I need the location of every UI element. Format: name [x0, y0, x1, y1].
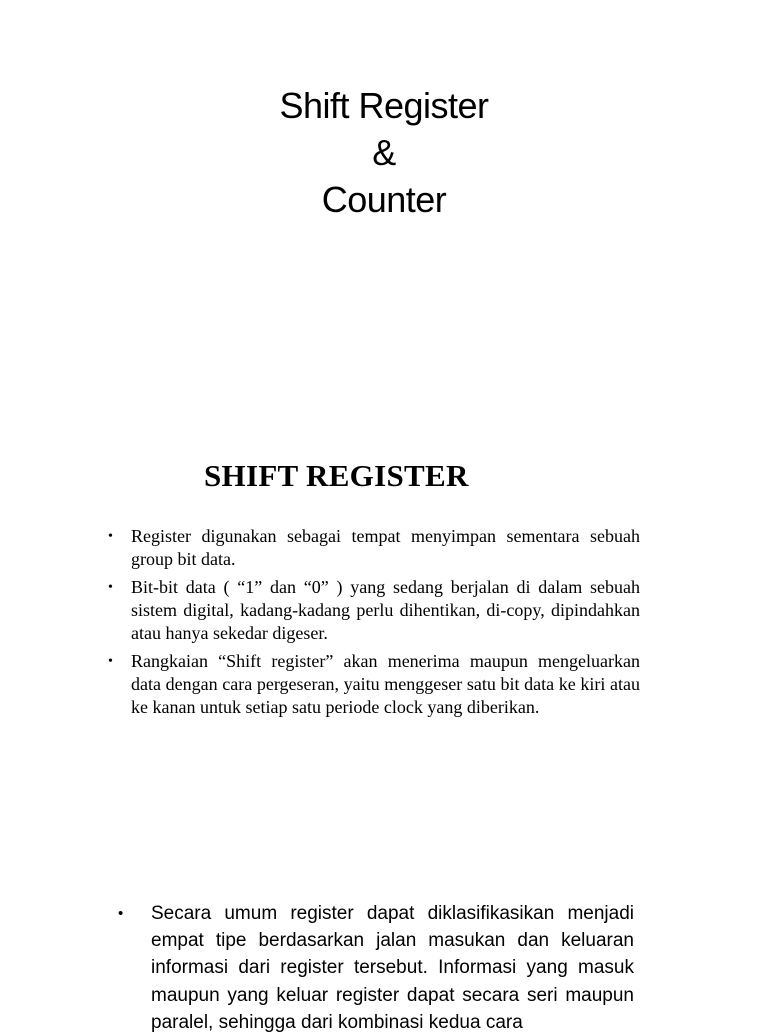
bullet-text: Secara umum register dapat diklasifikasikan menjadi empat tipe berdasarkan jalan masukan dan keluaran informasi dari register tersebut. Informasi yang masuk maupun yang keluar register dapat secara seri maupun paralel, sehingga dari kombinasi kedua cara [151, 903, 634, 1033]
bullet-icon: • [118, 905, 124, 922]
bullet-item [118, 900, 634, 1036]
title-line-3: Counter [321, 179, 447, 220]
bullet-list [108, 525, 640, 724]
bullet-icon: • [108, 529, 113, 544]
bullet-list-classification [118, 900, 634, 1036]
bullet-item [108, 576, 640, 645]
bullet-text: Register digunakan sebagai tempat menyimpan sementara sebuah group bit data. [131, 526, 640, 569]
slide-title [0, 82, 768, 223]
bullet-text: Bit-bit data ( “1” dan “0” ) yang sedang berjalan di dalam sebuah sistem digital, kadang-kadang perlu dihentikan, di-copy, dipindahkan atau hanya sekedar digeser. [131, 577, 640, 643]
section-heading: SHIFT REGISTER [204, 458, 469, 493]
title-line-2: & [372, 132, 396, 173]
bullet-item [108, 650, 640, 719]
bullet-icon: • [108, 654, 113, 669]
title-line-1: Shift Register [279, 85, 489, 126]
bullet-icon: • [108, 580, 113, 595]
bullet-item [108, 525, 640, 571]
bullet-text: Rangkaian “Shift register” akan menerima maupun mengeluarkan data dengan cara pergeseran, yaitu menggeser satu bit data ke kiri atau ke kanan untuk setiap satu periode clock yang diberikan. [131, 651, 640, 717]
